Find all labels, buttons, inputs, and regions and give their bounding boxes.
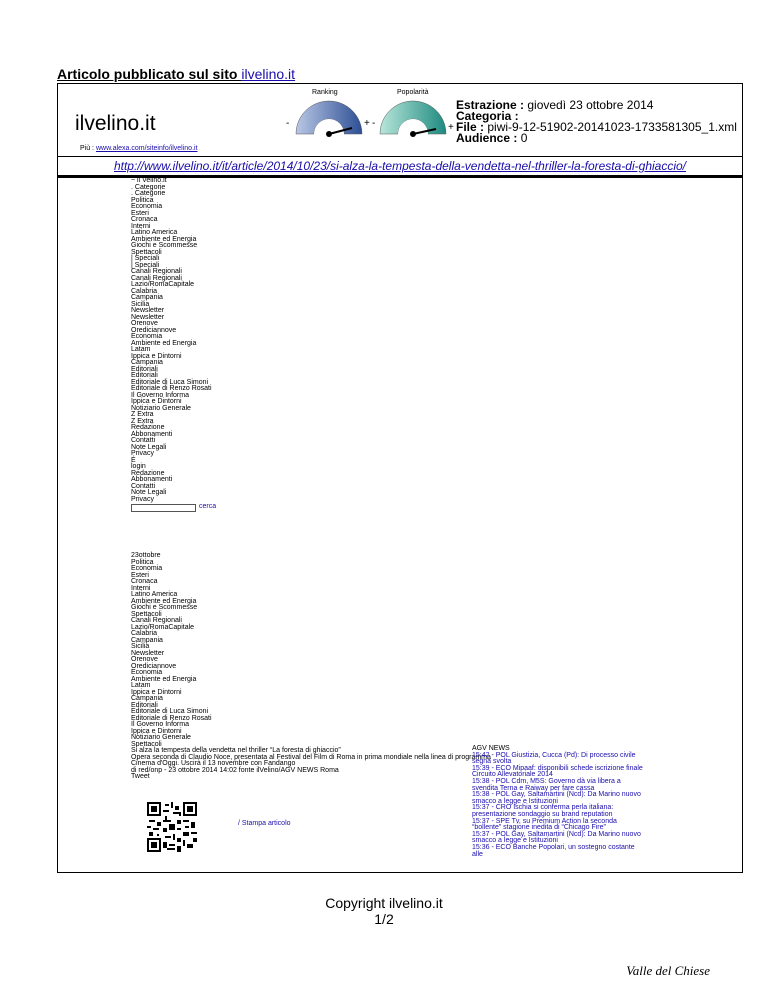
nav-item[interactable]: login bbox=[131, 463, 146, 470]
nav-item[interactable]: Sicilia bbox=[131, 643, 150, 650]
nav-item[interactable]: Calabria bbox=[131, 287, 158, 295]
nav-item[interactable]: Economia bbox=[131, 565, 163, 572]
report-title bbox=[57, 66, 295, 82]
nav-item[interactable]: Newsletter bbox=[131, 313, 165, 321]
agv-news-item[interactable]: 15:37 - CRO Ischia si conferma perla italiana: presentazione sondaggio su brand reputation bbox=[472, 804, 614, 818]
article-url-bar bbox=[58, 156, 742, 176]
nav-item[interactable]: Editoriali bbox=[131, 701, 158, 709]
search-input[interactable] bbox=[131, 504, 196, 512]
estrazione-label: Estrazione : bbox=[456, 98, 525, 112]
nav-item[interactable]: Canali Regionali bbox=[131, 617, 182, 624]
ranking-gauge-icon bbox=[294, 98, 364, 138]
nav-item[interactable]: Ambiente ed Energia bbox=[131, 339, 197, 347]
agv-news-item[interactable]: 15:39 - ECO Mipaaf: disponibili schede iscrizione finale Circuito Allevatoriale 2014 bbox=[472, 764, 643, 779]
ranking-minus: - bbox=[286, 118, 290, 129]
nav-item[interactable]: Notiziario Generale bbox=[131, 734, 191, 741]
nav-item[interactable]: É bbox=[131, 456, 136, 464]
nav-item[interactable]: . Categorie bbox=[131, 190, 166, 197]
nav-item[interactable]: Canali Regionali bbox=[131, 274, 182, 282]
estrazione-value: giovedì 23 ottobre 2014 bbox=[527, 98, 654, 112]
nav-item[interactable]: Orenove bbox=[131, 656, 158, 663]
nav-item[interactable]: Latam bbox=[131, 682, 151, 689]
nav-item[interactable]: Il Governo Informa bbox=[131, 391, 189, 399]
nav-item[interactable]: Campania bbox=[131, 359, 163, 366]
nav-item[interactable]: Politica bbox=[131, 196, 154, 204]
agv-news-item[interactable]: 15:36 - ECO Banche Popolari, un sostegno costante alle bbox=[472, 843, 635, 858]
nav-item[interactable]: Spettacoli bbox=[131, 610, 162, 618]
nav-item[interactable]: Note Legali bbox=[131, 443, 167, 451]
agv-news-item[interactable]: 15:38 - POL Gay, Saltamartini (Ncd): Da Marino nuovo smacco a legge e Istituzioni bbox=[472, 791, 641, 805]
article-capture bbox=[58, 176, 743, 873]
nav-item[interactable]: Latino America bbox=[131, 591, 178, 598]
nav-item[interactable]: Sicilia bbox=[131, 300, 150, 308]
nav-item[interactable]: Giochi e Scommesse bbox=[131, 604, 198, 611]
nav-item[interactable]: Interni bbox=[131, 584, 151, 592]
nav-item[interactable]: Redazione bbox=[131, 424, 165, 431]
nav-item[interactable]: Ippica e Dintorni bbox=[131, 352, 182, 360]
nav-item[interactable]: 23ottobre bbox=[131, 552, 161, 559]
nav-item[interactable]: Z Extra bbox=[131, 417, 154, 425]
nav-item[interactable]: Editoriale di Renzo Rosati bbox=[131, 714, 212, 722]
nav-item[interactable]: Note Legali bbox=[131, 489, 167, 496]
nav-item[interactable]: Newsletter bbox=[131, 649, 165, 657]
nav-item[interactable]: Ambiente ed Energia bbox=[131, 675, 197, 683]
nav-item[interactable]: Editoriale di Luca Simoni bbox=[131, 708, 209, 715]
nav-item[interactable]: Economia bbox=[131, 333, 163, 340]
popularity-gauge-icon bbox=[378, 98, 448, 138]
agv-news-item[interactable]: 15:38 - POL Cdm, M5S: Governo dà via libera a svendita Terna e Raiway per fare cassa bbox=[472, 777, 621, 792]
nav-item[interactable]: . Categorie bbox=[131, 183, 166, 191]
nav-item[interactable]: Interni bbox=[131, 222, 151, 230]
agv-news-item[interactable]: 15:37 - POL Gay, Saltamartini (Ncd): Da Marino nuovo smacco a legge e Istituzioni bbox=[472, 830, 641, 845]
extraction-meta bbox=[456, 100, 737, 144]
nav-item[interactable]: Ippica e Dintorni bbox=[131, 688, 182, 696]
alexa-prefix: Più : bbox=[80, 145, 95, 152]
nav-item[interactable]: Lazio/RomaCapitale bbox=[131, 623, 195, 631]
article-byline: di red/onp - 23 ottobre 2014 14:02 fonte ilVelino/AGV NEWS Roma bbox=[131, 766, 339, 774]
nav-item[interactable]: Abbonamenti bbox=[131, 476, 173, 483]
nav-top-list bbox=[131, 178, 431, 512]
nav-item[interactable]: Spettacoli bbox=[131, 248, 162, 256]
site-name: ilvelino.it bbox=[75, 112, 156, 135]
nav-item[interactable]: Z Extra bbox=[131, 411, 154, 418]
nav-item[interactable]: Esteri bbox=[131, 209, 149, 217]
page-number: 1/2 bbox=[374, 911, 394, 927]
popularity-label: Popolarità bbox=[397, 89, 429, 96]
nav-item[interactable]: Ambiente ed Energia bbox=[131, 235, 197, 243]
nav-item[interactable]: Contatti bbox=[131, 482, 156, 490]
nav-item[interactable]: Orediciannove bbox=[131, 662, 177, 670]
nav-item[interactable]: Newsletter bbox=[131, 307, 165, 314]
article-summary-2: Cinema d'Oggi. Uscirà il 13 novembre con Fandango bbox=[131, 760, 296, 767]
nav-item[interactable]: Latam bbox=[131, 346, 151, 353]
nav-item[interactable]: Orediciannove bbox=[131, 326, 177, 334]
nav-item[interactable]: Lazio/RomaCapitale bbox=[131, 281, 195, 288]
file-value: piwi-9-12-51902-20141023-1733581305_1.xml bbox=[487, 120, 737, 134]
nav-item[interactable]: Privacy bbox=[131, 495, 154, 503]
popularity-minus: - bbox=[372, 118, 376, 129]
popularity-plus: + bbox=[448, 122, 454, 133]
nav-item[interactable]: Notiziario Generale bbox=[131, 404, 191, 412]
report-title-prefix: Articolo pubblicato sul sito bbox=[57, 66, 238, 82]
nav-item[interactable]: Privacy bbox=[131, 450, 154, 457]
nav-item[interactable]: Spettacoli bbox=[131, 740, 162, 748]
nav-item[interactable]: | Speciali bbox=[131, 261, 160, 269]
article-url-link[interactable]: http://www.ilvelino.it/it/article/2014/10/23/si-alza-la-tempesta-della-vendetta-nel-thriller-la-foresta-di-ghiaccio/ bbox=[113, 159, 687, 173]
nav-item[interactable]: Ambiente ed Energia bbox=[131, 597, 197, 605]
nav-item[interactable]: Campania bbox=[131, 695, 163, 702]
nav-item[interactable]: Esteri bbox=[131, 571, 149, 579]
audience-label: Audience : bbox=[456, 131, 518, 145]
nav-item[interactable]: Giochi e Scommesse bbox=[131, 242, 198, 249]
agv-news-title: AGV NEWS bbox=[472, 745, 510, 752]
tweet-link[interactable]: Tweet bbox=[131, 773, 150, 780]
nav-item[interactable]: Ippica e Dintorni bbox=[131, 727, 182, 735]
nav-item[interactable]: Contatti bbox=[131, 437, 156, 444]
agv-news-item[interactable]: 15:42 - POL Giustizia, Cucca (Pd): Di processo civile segna svolta bbox=[472, 751, 636, 766]
report-box bbox=[57, 83, 743, 873]
nav-item[interactable]: Abbonamenti bbox=[131, 430, 173, 438]
nav-item[interactable]: Cronaca bbox=[131, 216, 158, 223]
print-article-link[interactable]: / Stampa articolo bbox=[238, 820, 291, 827]
qr-code-icon bbox=[147, 802, 197, 852]
nav-item[interactable]: Orenove bbox=[131, 320, 158, 327]
file-label: File : bbox=[456, 120, 485, 134]
nav-item[interactable]: Editoriale di Renzo Rosati bbox=[131, 385, 212, 392]
nav-item[interactable]: Politica bbox=[131, 558, 154, 566]
nav-item[interactable]: Calabria bbox=[131, 630, 158, 637]
site-link[interactable]: ilvelino.it bbox=[241, 66, 296, 82]
article-summary: Opera seconda di Claudio Noce, presentata al Festival del Film di Roma in prima mondiale nella linea di programma bbox=[131, 753, 491, 761]
nav-item[interactable]: Campania bbox=[131, 294, 163, 301]
nav-item[interactable]: Latino America bbox=[131, 229, 178, 236]
footer-client: Valle del Chiese bbox=[626, 963, 710, 978]
categoria-label: Categoria : bbox=[456, 109, 519, 123]
copyright-text: Copyright ilvelino.it bbox=[325, 895, 443, 911]
nav-item[interactable]: Economia bbox=[131, 203, 163, 210]
agv-news-item[interactable]: 15:37 - SPE Tv, su Premium Action la seconda “bollente” stagione inedita di “Chicago Fire” bbox=[472, 817, 617, 832]
nav-item[interactable]: Canali Regionali bbox=[131, 268, 182, 275]
agv-news-box bbox=[472, 746, 647, 858]
search-row bbox=[131, 503, 431, 512]
nav-item[interactable]: Redazione bbox=[131, 469, 165, 477]
alexa-link[interactable]: www.alexa.com/siteinfo/ilvelino.it bbox=[95, 145, 198, 152]
audience-value: 0 bbox=[520, 131, 528, 145]
nav-item[interactable]: Campania bbox=[131, 636, 163, 644]
article-title: Si alza la tempesta della vendetta nel thriller “La foresta di ghiaccio” bbox=[131, 747, 341, 754]
ranking-plus: + bbox=[364, 118, 370, 129]
nav-item[interactable]: Cronaca bbox=[131, 578, 158, 585]
ranking-label: Ranking bbox=[312, 89, 338, 96]
nav-item[interactable]: Ippica e Dintorni bbox=[131, 398, 182, 405]
nav-item[interactable]: Editoriale di Luca Simoni bbox=[131, 378, 209, 386]
search-button[interactable]: cerca bbox=[199, 503, 217, 511]
nav-item[interactable]: | Speciali bbox=[131, 255, 160, 262]
nav-item[interactable]: Editoriali bbox=[131, 372, 158, 379]
copyright bbox=[0, 895, 768, 927]
nav-item[interactable]: Editoriali bbox=[131, 365, 158, 373]
nav-item[interactable]: ~ il Velino.it bbox=[131, 177, 167, 184]
nav-item[interactable]: Il Governo Informa bbox=[131, 721, 189, 728]
alexa-line bbox=[80, 145, 198, 152]
nav-item[interactable]: Economia bbox=[131, 669, 163, 676]
